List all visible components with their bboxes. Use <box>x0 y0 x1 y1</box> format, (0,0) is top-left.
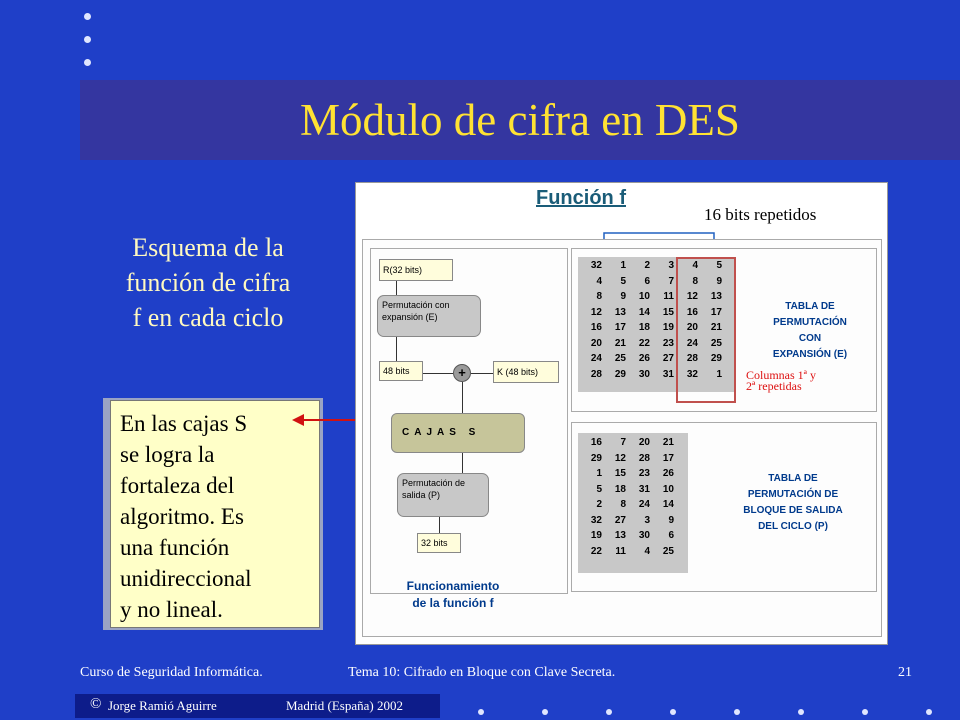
decor-dot <box>862 709 868 715</box>
connector <box>462 382 463 413</box>
table-cell: 25 <box>662 545 674 557</box>
table-cell: 5 <box>620 275 626 287</box>
table-row <box>578 437 688 453</box>
table-cell: 28 <box>686 353 698 364</box>
connector <box>396 281 397 295</box>
table-cell: 7 <box>668 275 674 287</box>
xor-icon: + <box>453 364 471 382</box>
table-cell: 31 <box>662 368 674 380</box>
table-cell: 20 <box>686 322 698 333</box>
footer-topic: Tema 10: Cifrado en Bloque con Clave Secreta. <box>348 665 616 680</box>
output-table-panel <box>571 422 877 592</box>
table-cell: 26 <box>662 468 674 479</box>
table-cell: 12 <box>614 452 626 464</box>
table-cell: 9 <box>668 514 674 526</box>
table-cell: 17 <box>662 452 674 464</box>
table-cell: 2 <box>596 499 602 510</box>
decor-dot <box>734 709 740 715</box>
table-cell: 5 <box>716 260 722 271</box>
label-line: EXPANSIÓN (E) <box>772 349 848 360</box>
table-cell: 29 <box>590 452 602 464</box>
note-line: En las cajas S <box>120 411 248 436</box>
key-box: K (48 bits) <box>493 361 559 383</box>
table-cell: 9 <box>716 275 722 287</box>
label-line: PERMUTACIÓN <box>773 317 847 328</box>
table-cell: 18 <box>614 483 626 495</box>
table-cell: 14 <box>638 306 650 318</box>
caption-line: Funcionamiento <box>406 579 500 593</box>
table-cell: 8 <box>596 291 602 302</box>
table-row <box>578 499 688 515</box>
table-cell: 16 <box>686 306 698 318</box>
decor-dot <box>84 59 91 66</box>
table-cell: 27 <box>662 353 674 364</box>
table-cell: 30 <box>638 368 650 380</box>
note-line: Columnas 1ª y <box>746 368 816 382</box>
table-cell: 2 <box>644 260 650 271</box>
decor-dot <box>542 709 548 715</box>
table-cell: 21 <box>710 322 722 333</box>
decor-dot <box>926 709 932 715</box>
table-row <box>578 530 688 546</box>
table-cell: 19 <box>590 530 602 541</box>
table-cell: 16 <box>590 437 602 448</box>
table-cell: 28 <box>638 452 650 464</box>
bits48-box: 48 bits <box>379 361 423 381</box>
expansion-table-panel <box>571 248 877 412</box>
table-cell: 15 <box>614 468 626 479</box>
r-input-box: R(32 bits) <box>379 259 453 281</box>
table-cell: 13 <box>614 530 626 541</box>
label-line: TABLA DE <box>768 473 818 484</box>
decor-dot <box>84 13 91 20</box>
label-line: CON <box>798 333 822 344</box>
table-cell: 8 <box>692 275 698 287</box>
note-line: y no lineal. <box>120 597 223 622</box>
table-cell: 12 <box>686 291 698 302</box>
table-cell: 15 <box>662 306 674 318</box>
table-row <box>578 515 688 531</box>
table-cell: 3 <box>668 260 674 271</box>
table-cell: 20 <box>638 437 650 448</box>
bits-repeated-label: 16 bits repetidos <box>704 205 817 224</box>
table-cell: 6 <box>668 530 674 541</box>
table-cell: 19 <box>662 322 674 333</box>
table-cell: 10 <box>662 483 674 495</box>
table-cell: 32 <box>686 368 698 380</box>
function-diagram <box>370 248 568 594</box>
label-line: TABLA DE <box>785 301 835 312</box>
decor-dot <box>670 709 676 715</box>
table-cell: 24 <box>590 353 602 364</box>
table-row <box>578 453 688 469</box>
copyright-symbol: © <box>90 696 102 712</box>
table-cell: 8 <box>620 499 626 510</box>
output-table-label <box>708 471 878 535</box>
footer-page-number: 21 <box>898 665 912 680</box>
decor-dot <box>798 709 804 715</box>
table-row <box>578 468 688 484</box>
table-cell: 27 <box>614 514 626 526</box>
table-cell: 4 <box>596 275 602 287</box>
table-cell: 23 <box>638 468 650 479</box>
table-cell: 25 <box>710 337 722 349</box>
esquema-text <box>98 230 318 335</box>
table-cell: 22 <box>638 337 650 349</box>
table-cell: 1 <box>620 260 626 271</box>
table-cell: 28 <box>590 368 602 380</box>
table-cell: 32 <box>590 514 602 526</box>
label-line: DEL CICLO (P) <box>758 521 828 532</box>
slide-title: Módulo de cifra en DES <box>300 95 740 145</box>
sbox-note <box>110 400 320 628</box>
table-cell: 1 <box>716 368 722 380</box>
note-line: fortaleza del <box>120 473 235 498</box>
table-cell: 12 <box>590 306 602 318</box>
table-cell: 7 <box>620 437 626 448</box>
table-cell: 31 <box>638 483 650 495</box>
decor-dot <box>606 709 612 715</box>
table-row <box>578 484 688 500</box>
table-cell: 20 <box>590 337 602 349</box>
table-cell: 11 <box>663 291 674 302</box>
esquema-line: Esquema de la <box>132 233 284 262</box>
table-cell: 25 <box>614 353 626 364</box>
connector <box>439 517 440 533</box>
function-f-figure <box>355 182 888 645</box>
footer-place: Madrid (España) 2002 <box>286 698 403 713</box>
connector <box>462 453 463 473</box>
table-cell: 17 <box>710 306 722 318</box>
table-cell: 30 <box>638 530 650 541</box>
figure-title: Función f <box>536 187 626 209</box>
table-cell: 4 <box>692 260 698 271</box>
bits32-box: 32 bits <box>417 533 461 553</box>
table-cell: 3 <box>644 514 650 526</box>
output-table <box>578 433 688 573</box>
connector <box>471 373 493 374</box>
esquema-line: f en cada ciclo <box>132 303 284 332</box>
table-cell: 29 <box>614 368 626 380</box>
table-cell: 10 <box>638 291 650 302</box>
table-cell: 21 <box>662 437 674 448</box>
table-cell: 24 <box>638 499 650 510</box>
table-cell: 17 <box>614 322 626 333</box>
repeated-columns-note <box>746 370 816 392</box>
label-line: BLOQUE DE SALIDA <box>743 505 843 516</box>
table-cell: 5 <box>596 483 602 495</box>
note-line: 2ª repetidas <box>746 379 802 393</box>
footer-author: Jorge Ramió Aguirre <box>108 698 217 713</box>
table-cell: 21 <box>614 337 626 349</box>
expansion-permutation-box: Permutación con expansión (E) <box>377 295 481 337</box>
table-row <box>578 546 688 562</box>
table-cell: 13 <box>614 306 626 318</box>
note-line: unidireccional <box>120 566 252 591</box>
figure-inner-frame <box>362 239 882 637</box>
table-cell: 23 <box>662 337 674 349</box>
table-cell: 24 <box>686 337 698 349</box>
esquema-line: función de cifra <box>125 268 291 297</box>
function-caption <box>373 578 533 612</box>
caption-line: de la función f <box>412 596 494 610</box>
table-cell: 16 <box>590 322 602 333</box>
note-line: una función <box>120 535 230 560</box>
footer-course: Curso de Seguridad Informática. <box>80 665 263 680</box>
table-cell: 11 <box>615 545 626 557</box>
table-cell: 29 <box>710 353 722 364</box>
connector <box>396 337 397 361</box>
table-cell: 4 <box>644 545 650 557</box>
expansion-table-label <box>742 299 878 363</box>
note-line: se logra la <box>120 442 215 467</box>
s-boxes: CAJAS S <box>391 413 525 453</box>
table-cell: 1 <box>596 468 602 479</box>
connector <box>423 373 453 374</box>
label-line: PERMUTACIÓN DE <box>747 489 839 500</box>
decor-dot <box>478 709 484 715</box>
decor-dot <box>84 36 91 43</box>
repeated-columns-highlight <box>676 257 736 403</box>
table-cell: 26 <box>638 353 650 364</box>
title-band <box>80 80 960 160</box>
table-cell: 13 <box>710 291 722 302</box>
note-line: algoritmo. Es <box>120 504 244 529</box>
table-cell: 22 <box>590 545 602 557</box>
table-cell: 14 <box>662 499 674 510</box>
table-cell: 6 <box>644 275 650 287</box>
table-cell: 9 <box>620 291 626 302</box>
table-cell: 18 <box>638 322 650 333</box>
table-cell: 32 <box>590 260 602 271</box>
output-permutation-box: Permutación de salida (P) <box>397 473 489 517</box>
